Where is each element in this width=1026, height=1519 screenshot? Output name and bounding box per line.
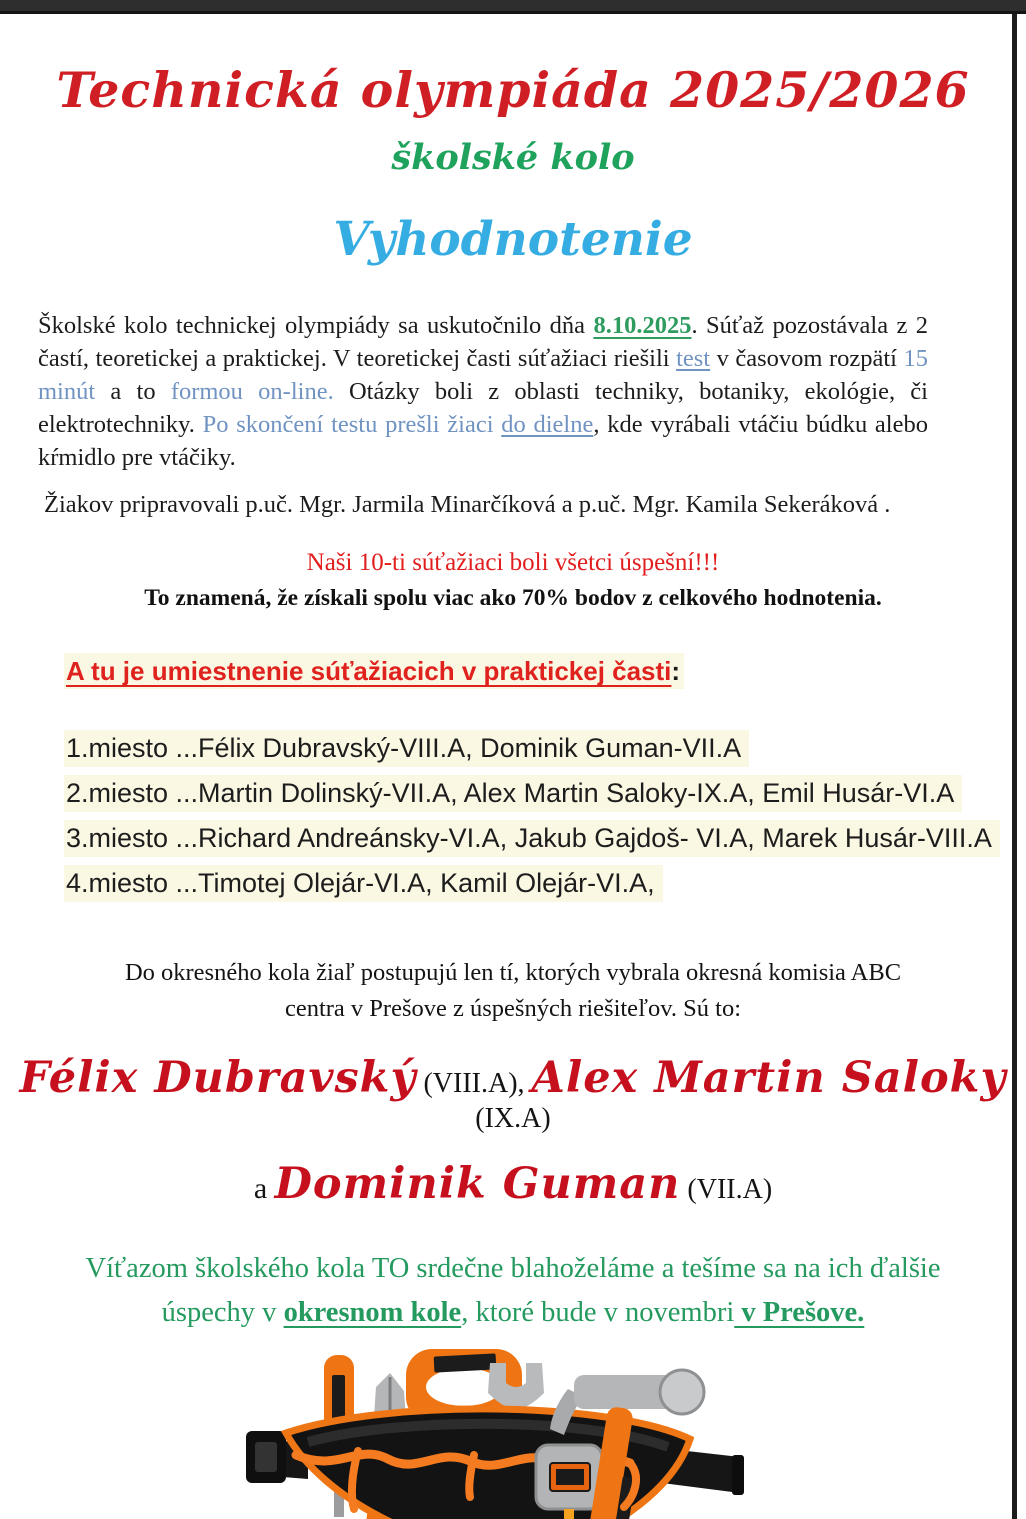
placement-row bbox=[64, 733, 1026, 764]
intro-text: , kde vyrábali vtáčiu búdku alebo kŕmidlo pre vtáčiky. bbox=[38, 411, 928, 471]
conjunction-text: a bbox=[253, 1172, 275, 1205]
congratulations-paragraph bbox=[40, 1247, 986, 1335]
winner-class-alex: (IX.A) bbox=[475, 1103, 551, 1134]
intro-paragraph bbox=[38, 309, 928, 474]
winner-class-dominik: (VII.A) bbox=[680, 1174, 773, 1205]
tool-belt-illustration bbox=[238, 1347, 803, 1519]
top-dark-bar bbox=[0, 0, 1026, 14]
winner-class-felix: (VIII.A), bbox=[416, 1068, 532, 1099]
placement-row bbox=[64, 778, 1026, 809]
duration-text: 15 minút bbox=[38, 345, 928, 405]
page-title: Technická olympiáda 2025/2026 bbox=[56, 61, 970, 119]
success-announcement: Naši 10-ti súťažiaci boli všetci úspešní!!! bbox=[306, 549, 720, 576]
success-explanation: To znamená, že získali spolu viac ako 70% bodov z celkového hodnotenia. bbox=[144, 585, 882, 611]
presov-emphasis: v Prešove. bbox=[734, 1297, 865, 1328]
workshop-link[interactable]: do dielne bbox=[501, 411, 594, 438]
intro-text: . Súťaž pozostávala z 2 častí, teoretickej a praktickej. V teoretickej časti súťažiaci riešili bbox=[38, 312, 928, 372]
document-header bbox=[0, 61, 1026, 267]
document-content bbox=[0, 17, 1026, 1519]
winner-name-dominik: Dominik Guman bbox=[274, 1159, 681, 1209]
intro-text: v časovom rozpätí bbox=[710, 345, 904, 372]
placements-list bbox=[64, 733, 1026, 899]
placement-1: 1.miesto ...Félix Dubravský-VIII.A, Dominik Guman-VII.A bbox=[64, 730, 749, 767]
event-date: 8.10.2025 bbox=[593, 312, 692, 339]
page-subtitle: školské kolo bbox=[391, 137, 635, 178]
placements-heading bbox=[64, 656, 1026, 687]
tool-belt-image bbox=[238, 1347, 803, 1519]
placements-heading-colon: : bbox=[671, 656, 681, 686]
placement-4: 4.miesto ...Timotej Olejár-VI.A, Kamil Olejár-VI.A, bbox=[64, 865, 663, 902]
workshop-text: Po skončení testu prešli žiaci bbox=[202, 411, 502, 438]
congrats-text: , ktoré bude v novembri bbox=[461, 1297, 735, 1328]
district-round-emphasis: okresnom kole bbox=[283, 1297, 462, 1328]
placement-row bbox=[64, 868, 1026, 899]
winners-line-1 bbox=[0, 1053, 1026, 1135]
winner-name-alex: Alex Martin Saloky bbox=[531, 1053, 1007, 1103]
placements-heading-text: A tu je umiestnenie súťažiacich v praktickej časti bbox=[66, 656, 672, 686]
winner-name-felix: Félix Dubravský bbox=[19, 1053, 417, 1103]
test-link[interactable]: test bbox=[676, 345, 711, 372]
placement-2: 2.miesto ...Martin Dolinský-VII.A, Alex Martin Saloky-IX.A, Emil Husár-VI.A bbox=[64, 775, 962, 812]
advance-paragraph: Do okresného kola žiaľ postupujú len tí, ktorých vybrala okresná komisia ABC centra v Prešove z úspešných riešiteľov. Sú to: bbox=[124, 959, 902, 1022]
intro-text: Školské kolo technickej olympiády sa uskutočnilo dňa bbox=[38, 312, 594, 339]
placement-3: 3.miesto ...Richard Andreánsky-VI.A, Jakub Gajdoš- VI.A, Marek Husár-VIII.A bbox=[64, 820, 1000, 857]
winners-line-2 bbox=[0, 1159, 1026, 1209]
placement-row bbox=[64, 823, 1026, 854]
teachers-line: Žiakov pripravovali p.uč. Mgr. Jarmila Minarčíková a p.uč. Mgr. Kamila Sekeráková . bbox=[44, 491, 891, 518]
congrats-text: Víťazom školského kola TO srdečne blahoželáme a tešíme sa na ich ďalšie úspechy v bbox=[85, 1253, 941, 1328]
section-title: Vyhodnotenie bbox=[333, 212, 693, 267]
online-text: formou on-line. bbox=[170, 378, 334, 405]
intro-text: Otázky boli z oblasti techniky, botaniky, ekológie, či elektrotechniky. bbox=[38, 378, 928, 438]
intro-text: a to bbox=[95, 378, 171, 405]
